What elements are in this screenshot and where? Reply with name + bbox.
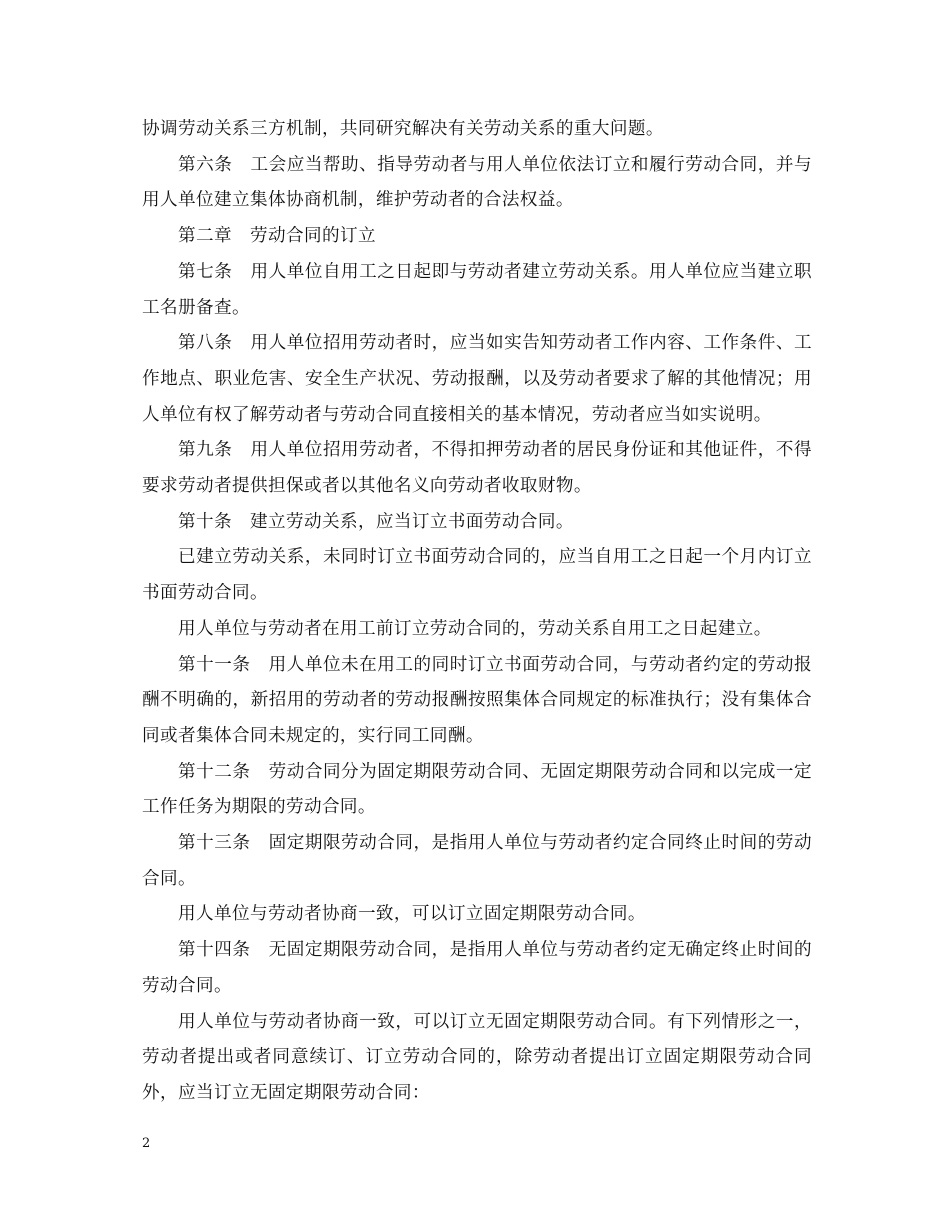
paragraph-article-12: 第十二条 劳动合同分为固定期限劳动合同、无固定期限劳动合同和以完成一定工作任务为期限的劳动合同。 [142,761,812,818]
document-body [142,112,812,1112]
paragraph-article-9: 第九条 用人单位招用劳动者，不得扣押劳动者的居民身份证和其他证件，不得要求劳动者提供担保或者以其他名义向劳动者收取财物。 [142,440,812,497]
paragraph-article-13-clause-2: 用人单位与劳动者协商一致，可以订立固定期限劳动合同。 [178,904,646,925]
paragraph-article-8: 第八条 用人单位招用劳动者时，应当如实告知劳动者工作内容、工作条件、工作地点、职业危害、安全生产状况、劳动报酬，以及劳动者要求了解的其他情况；用人单位有权了解劳动者与劳动合同直接相关的基本情况，劳动者应当如实说明。 [142,333,812,425]
paragraph-article-6: 第六条 工会应当帮助、指导劳动者与用人单位依法订立和履行劳动合同，并与用人单位建立集体协商机制，维护劳动者的合法权益。 [142,154,812,211]
paragraph-article-14: 第十四条 无固定期限劳动合同，是指用人单位与劳动者约定无确定终止时间的劳动合同。 [142,940,812,996]
paragraph-article-10: 第十条 建立劳动关系，应当订立书面劳动合同。 [178,511,574,532]
paragraph-1: 协调劳动关系三方机制，共同研究解决有关劳动关系的重大问题。 [142,119,664,139]
paragraph-article-10-clause-3: 用人单位与劳动者在用工前订立劳动合同的，劳动关系自用工之日起建立。 [178,618,772,639]
chapter-heading: 第二章 劳动合同的订立 [178,226,376,247]
paragraph-article-14-clause-2: 用人单位与劳动者协商一致，可以订立无固定期限劳动合同。有下列情形之一，劳动者提出或者同意续订、订立劳动合同的，除劳动者提出订立固定期限劳动合同外，应当订立无固定期限劳动合同： [142,1011,812,1103]
paragraph-article-13: 第十三条 固定期限劳动合同，是指用人单位与劳动者约定合同终止时间的劳动合同。 [142,833,812,889]
page-number: 2 [142,1136,151,1151]
paragraph-article-10-clause-2: 已建立劳动关系，未同时订立书面劳动合同的，应当自用工之日起一个月内订立书面劳动合同。 [142,547,812,604]
paragraph-article-7: 第七条 用人单位自用工之日起即与劳动者建立劳动关系。用人单位应当建立职工名册备查。 [142,261,812,318]
paragraph-article-11: 第十一条 用人单位未在用工的同时订立书面劳动合同，与劳动者约定的劳动报酬不明确的，新招用的劳动者的劳动报酬按照集体合同规定的标准执行；没有集体合同或者集体合同未规定的，实行同工同酬。 [142,654,812,746]
